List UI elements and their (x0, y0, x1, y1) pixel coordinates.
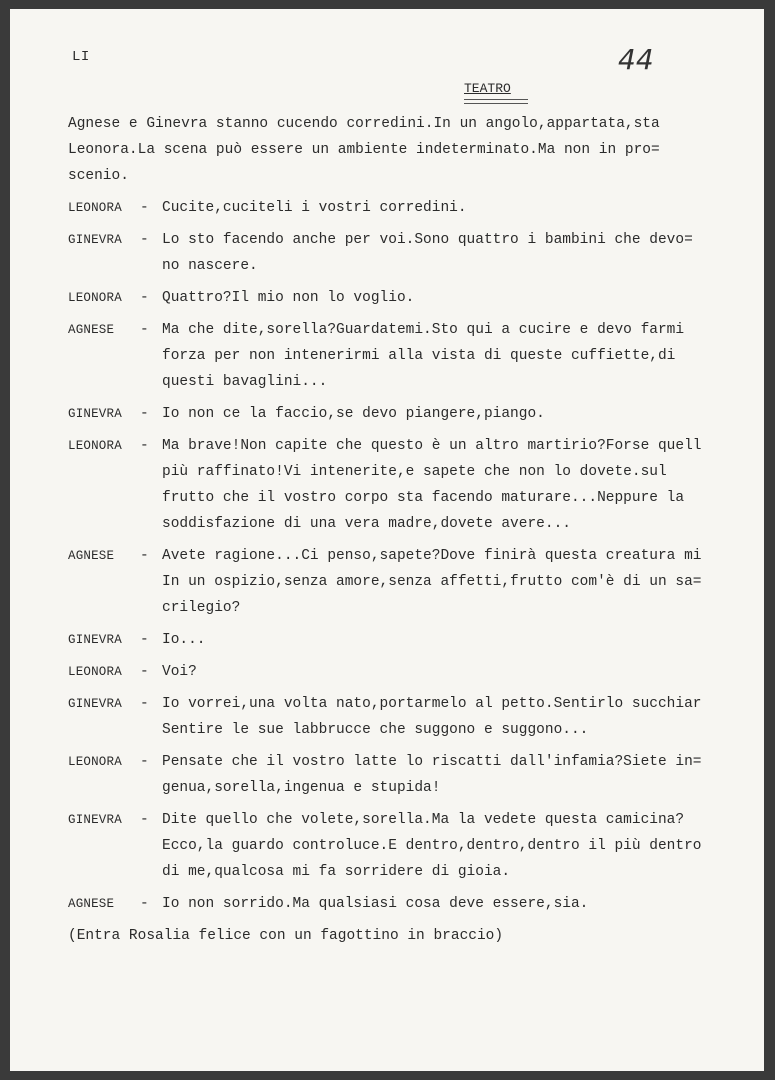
dash: - (140, 290, 149, 306)
speaker-name: GINEVRA (68, 633, 122, 647)
dialogue-text: Io non sorrido.Ma qualsiasi cosa deve essere,sia. (162, 896, 589, 912)
dash: - (140, 632, 149, 648)
dialogue-text: Voi? (162, 664, 197, 680)
dialogue-line (68, 749, 748, 801)
dash: - (140, 696, 149, 712)
dash: - (140, 664, 149, 680)
stage-direction-intro: Agnese e Ginevra stanno cucendo corredini.In un angolo,appartata,sta Leonora.La scena può essere un ambiente indeterminato.Ma non in pro= scenio. (68, 116, 660, 184)
dash: - (140, 548, 149, 564)
dialogue-text: Lo sto facendo anche per voi.Sono quattro i bambini che devo= no nascere. (162, 232, 693, 274)
dialogue-line (68, 691, 748, 743)
dialogue-text: Dite quello che volete,sorella.Ma la vedete questa camicina? Ecco,la guardo controluce.E dentro,dentro,dentro il più dentro di me,qualcosa mi fa sorridere di gioia. (162, 812, 702, 880)
speaker-name: AGNESE (68, 897, 115, 911)
dialogue-line (68, 807, 748, 885)
dialogue-line (68, 659, 748, 685)
speaker-name: AGNESE (68, 323, 115, 337)
handwritten-page-number: 44 (618, 43, 654, 76)
speaker-name: GINEVRA (68, 233, 122, 247)
dialogue-text: Io non ce la faccio,se devo piangere,piango. (162, 406, 545, 422)
dialogue-text: Io... (162, 632, 206, 648)
dash: - (140, 322, 149, 338)
dash: - (140, 896, 149, 912)
stage-direction-closing: (Entra Rosalia felice con un fagottino in braccio) (68, 928, 504, 944)
speaker-name: AGNESE (68, 549, 115, 563)
dialogue-line (68, 433, 748, 537)
dialogue-text: Io vorrei,una volta nato,portarmelo al petto.Sentirlo succhiar Sentire le sue labbrucce che suggono e suggono... (162, 696, 702, 738)
dialogue-line (68, 891, 748, 917)
dialogue-line (68, 543, 748, 621)
title-double-underline (464, 99, 528, 104)
dialogue-line (68, 401, 748, 427)
dialogue-text: Quattro?Il mio non lo voglio. (162, 290, 415, 306)
page-title: TEATRO (464, 81, 511, 96)
speaker-name: LEONORA (68, 755, 122, 769)
typewritten-page (10, 9, 764, 1071)
dash: - (140, 812, 149, 828)
speaker-name: LEONORA (68, 439, 122, 453)
script-body (68, 111, 748, 949)
speaker-name: GINEVRA (68, 407, 122, 421)
dialogue-text: Ma brave!Non capite che questo è un altro martirio?Forse quell più raffinato!Vi intenerite,e sapete che non lo dovete.sul frutto che il vostro corpo sta facendo maturare...Neppure la soddisfazione di una vera madre,dovete avere... (162, 438, 702, 532)
speaker-name: LEONORA (68, 665, 122, 679)
dialogue-line (68, 227, 748, 279)
dash: - (140, 406, 149, 422)
dash: - (140, 754, 149, 770)
dash: - (140, 200, 149, 216)
dash: - (140, 438, 149, 454)
dialogue-text: Avete ragione...Ci penso,sapete?Dove finirà questa creatura mi In un ospizio,senza amore,senza affetti,frutto com'è di un sa= crilegio? (162, 548, 702, 616)
dialogue-text: Ma che dite,sorella?Guardatemi.Sto qui a cucire e devo farmi forza per non intenerirmi alla vista di queste cuffiette,di questi bavaglini... (162, 322, 685, 390)
dialogue-text: Cucite,cuciteli i vostri corredini. (162, 200, 467, 216)
dialogue-line (68, 317, 748, 395)
dialogue-line (68, 195, 748, 221)
dash: - (140, 232, 149, 248)
page-label: LI (72, 49, 90, 65)
dialogue-line (68, 627, 748, 653)
dialogue-text: Pensate che il vostro latte lo riscatti dall'infamia?Siete in= genua,sorella,ingenua e stupida! (162, 754, 702, 796)
dialogue-line (68, 285, 748, 311)
speaker-name: GINEVRA (68, 697, 122, 711)
speaker-name: GINEVRA (68, 813, 122, 827)
speaker-name: LEONORA (68, 201, 122, 215)
speaker-name: LEONORA (68, 291, 122, 305)
